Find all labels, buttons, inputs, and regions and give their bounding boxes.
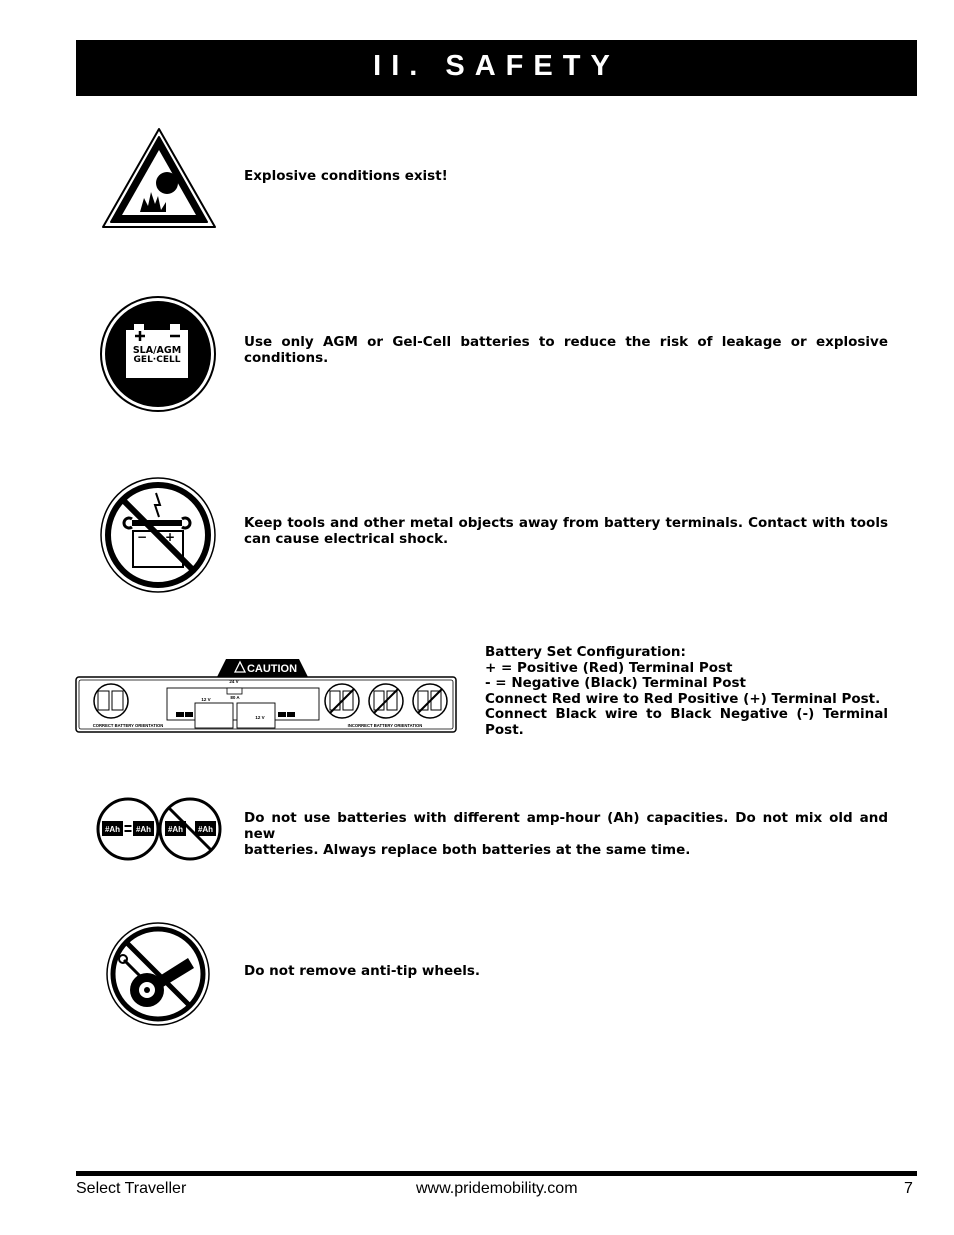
voltage-label: 24 V bbox=[229, 679, 239, 684]
battery-config-line: Connect Black wire to Black Negative (-) Terminal bbox=[485, 706, 888, 722]
warning-text-mixed-batteries bbox=[244, 810, 888, 858]
battery-configuration-text bbox=[485, 645, 888, 738]
battery-a-label: 12 V bbox=[201, 697, 211, 702]
warning-line: batteries. Always replace both batteries at the same time. bbox=[244, 842, 691, 858]
footer-website: www.pridemobility.com bbox=[416, 1180, 578, 1197]
footer-product-name: Select Traveller bbox=[76, 1180, 187, 1197]
battery-config-line: Post. bbox=[485, 721, 524, 738]
warning-text-agm-gel-cell bbox=[244, 334, 888, 366]
sla-agm-label: SLA/AGM bbox=[132, 345, 182, 356]
warning-line: conditions. bbox=[244, 350, 329, 366]
no-tools-on-battery-icon bbox=[100, 477, 216, 593]
section-title: II. SAFETY bbox=[373, 50, 620, 82]
battery-configuration-label bbox=[75, 656, 458, 734]
correct-orientation-label: CORRECT BATTERY ORIENTATION bbox=[92, 723, 164, 728]
warning-line: Do not remove anti-tip wheels. bbox=[244, 963, 481, 979]
incorrect-orientation-3 bbox=[413, 684, 447, 718]
battery-config-line: + = Positive (Red) Terminal Post bbox=[485, 659, 733, 676]
sla-agm-gel-cell-battery-icon bbox=[100, 296, 216, 412]
warning-line: Use only AGM or Gel-Cell batteries to reduce the risk of leakage or explosive bbox=[244, 334, 888, 350]
no-mixed-ah-batteries-icon bbox=[96, 797, 222, 861]
section-header-bar bbox=[76, 40, 917, 96]
incorrect-orientation-1 bbox=[325, 684, 359, 718]
caution-label: CAUTION bbox=[246, 663, 298, 675]
warning-line: Keep tools and other metal objects away from battery terminals. Contact with tools bbox=[244, 515, 888, 531]
gel-cell-label: GEL·CELL bbox=[133, 355, 181, 365]
incorrect-orientation-label: INCORRECT BATTERY ORIENTATION bbox=[347, 723, 423, 728]
battery-b-label: 12 V bbox=[255, 715, 265, 720]
warning-text-tools bbox=[244, 515, 888, 547]
ah-label: #Ah bbox=[104, 825, 121, 834]
footer-page-number: 7 bbox=[904, 1180, 913, 1197]
positive-sign: + bbox=[164, 530, 176, 544]
warning-text-anti-tip bbox=[244, 963, 888, 979]
fuse-label: 80 A bbox=[230, 695, 240, 700]
warning-line: can cause electrical shock. bbox=[244, 531, 449, 547]
no-remove-anti-tip-wheels-icon bbox=[106, 922, 210, 1026]
explosion-warning-icon bbox=[100, 126, 218, 232]
ah-label: #Ah bbox=[197, 825, 214, 834]
battery-config-title: Battery Set Configuration: bbox=[485, 644, 686, 660]
battery-config-line: Connect Red wire to Red Positive (+) Terminal Post. bbox=[485, 690, 881, 707]
warning-line: Explosive conditions exist! bbox=[244, 168, 448, 184]
ah-label: #Ah bbox=[135, 825, 152, 834]
warning-line: Do not use batteries with different amp-hour (Ah) capacities. Do not mix old and new bbox=[244, 810, 888, 842]
negative-sign: − bbox=[136, 530, 148, 544]
battery-config-line: - = Negative (Black) Terminal Post bbox=[485, 675, 746, 691]
incorrect-orientation-2 bbox=[369, 684, 403, 718]
footer-rule bbox=[76, 1171, 917, 1176]
warning-text-explosive bbox=[244, 168, 888, 184]
ah-label: #Ah bbox=[167, 825, 184, 834]
